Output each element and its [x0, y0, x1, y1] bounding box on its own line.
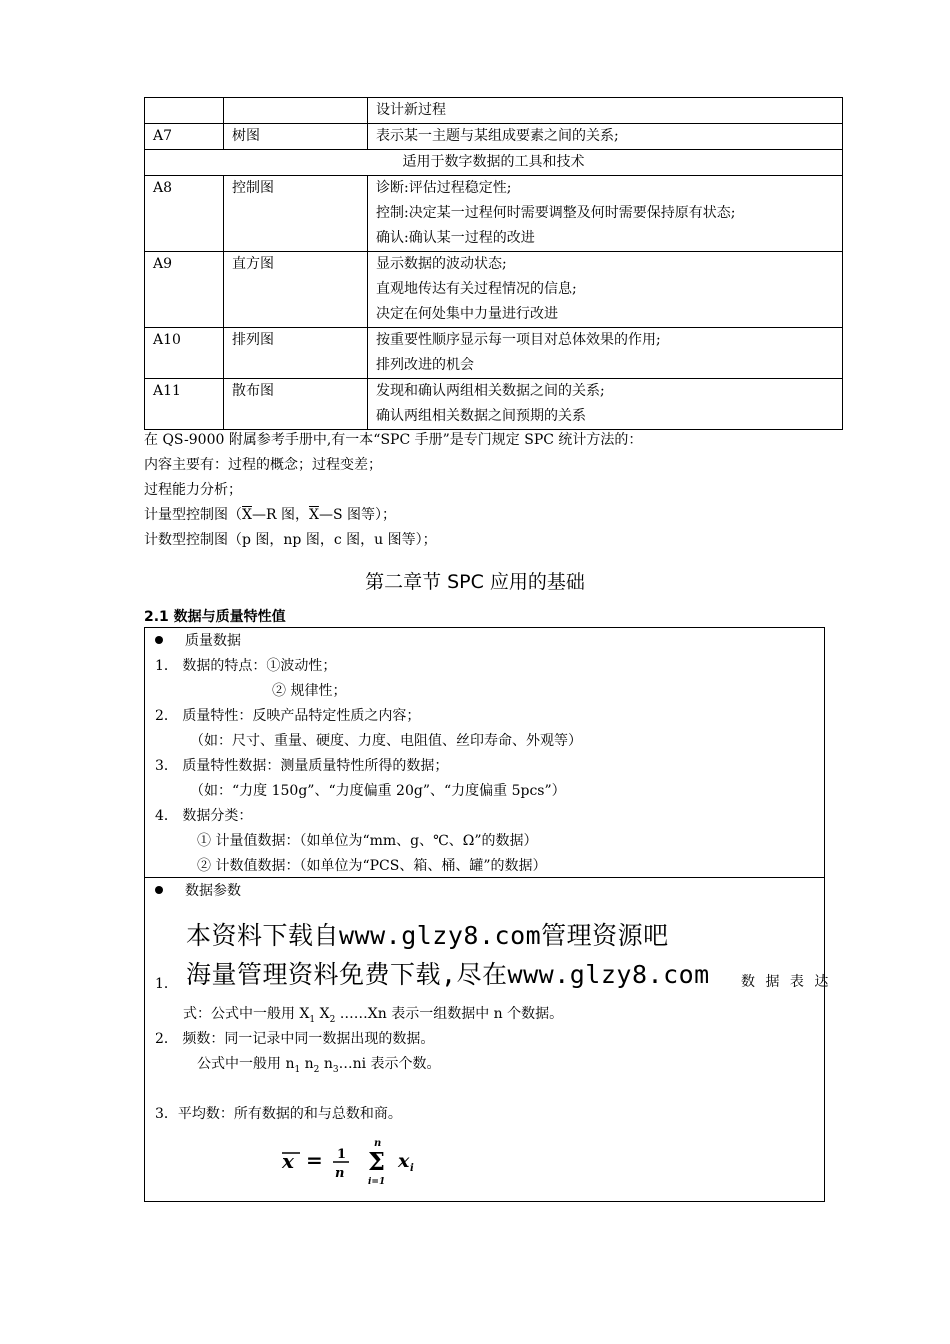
tool-name-cell: 控制图	[224, 176, 368, 252]
box2-line: 2． 频数：同一记录中同一数据出现的数据。	[155, 1031, 435, 1047]
tool-name-cell	[224, 98, 368, 124]
quality-data-heading: 质量数据	[155, 631, 241, 651]
description-line: 按重要性顺序显示每一项目对总体效果的作用;	[376, 332, 661, 348]
table-row	[145, 124, 843, 150]
description-line: 控制:决定某一过程何时需要调整及何时需要保持原有状态;	[376, 205, 736, 221]
paragraph-variable-charts: 计量型控制图（$\overline{X}—R$ 图，$\overline{X}—S$ 图等）；	[144, 507, 396, 523]
paragraph-attribute-charts: 计数型控制图（p 图，np 图，c 图，u 图等）；	[144, 532, 437, 548]
box2-line: 式：公式中一般用 $X_1$ $X_2$ ……Xn 表示一组数据中 n 个数据。	[183, 1006, 564, 1025]
tool-description-cell	[368, 252, 843, 328]
mean-formula	[278, 1140, 458, 1190]
box1-line: 4． 数据分类：	[155, 808, 253, 824]
box2-line: 公式中一般用 $n_1$ $n_2$ $n_3\dots ni$ 表示个数。	[197, 1056, 441, 1075]
description-line: 确认两组相关数据之间预期的关系	[376, 408, 586, 424]
tool-code-cell: A9	[145, 252, 224, 328]
box1-line: ② 规律性；	[272, 683, 347, 699]
formula-term-sub: i	[410, 1163, 414, 1174]
tool-name-cell: 直方图	[224, 252, 368, 328]
table-row	[145, 379, 843, 430]
formula-term: x	[398, 1150, 410, 1172]
box2-line: 3．平均数：所有数据的和与总数和商。	[155, 1106, 402, 1122]
box2-line: 数 据 表 达	[741, 974, 832, 990]
tool-description-cell	[368, 176, 843, 252]
tools-table	[144, 97, 843, 430]
tool-name-cell: 散布图	[224, 379, 368, 430]
description-line: 诊断:评估过程稳定性;	[376, 180, 512, 196]
table-row	[145, 98, 843, 124]
section-title: 2.1 数据与质量特性值	[144, 609, 286, 625]
paragraph-capability: 过程能力分析；	[144, 482, 242, 498]
box1-line: 1． 数据的特点：①波动性；	[155, 658, 337, 674]
formula-den: n	[335, 1166, 345, 1181]
description-line: 确认:确认某一过程的改进	[376, 230, 535, 246]
description-line: 发现和确认两组相关数据之间的关系;	[376, 383, 605, 399]
box1-line: ① 计量值数据：（如单位为“mm、g、℃、Ω”的数据）	[197, 833, 538, 849]
sigma-icon: Σ	[368, 1147, 385, 1176]
bullet-icon	[155, 886, 163, 894]
tool-name-cell: 排列图	[224, 328, 368, 379]
box1-line: ② 计数值数据：（如单位为“PCS、箱、桶、罐”的数据）	[197, 858, 547, 874]
table-row	[145, 176, 843, 252]
description-line: 表示某一主题与某组成要素之间的关系;	[376, 128, 619, 144]
tool-code-cell: A11	[145, 379, 224, 430]
quality-data-box	[144, 627, 825, 878]
chapter-title: 第二章节 SPC 应用的基础	[365, 571, 585, 593]
paragraph-content: 内容主要有：过程的概念；过程变差；	[144, 457, 382, 473]
box2-num: 1．	[155, 976, 178, 992]
table-section-row	[145, 150, 843, 176]
tool-description-cell	[368, 379, 843, 430]
tool-code-cell	[145, 98, 224, 124]
tool-description-cell	[368, 124, 843, 150]
section-cell: 适用于数字数据的工具和技术	[145, 150, 843, 176]
box1-line: （如：“力度 150g”、“力度偏重 20g”、“力度偏重 5pcs”）	[190, 783, 566, 799]
description-line: 决定在何处集中力量进行改进	[376, 306, 558, 322]
formula-sum-bottom: i=1	[368, 1177, 386, 1187]
tool-code-cell: A7	[145, 124, 224, 150]
formula-sum-top: n	[374, 1140, 382, 1149]
tool-name-cell: 树图	[224, 124, 368, 150]
bullet-icon	[155, 636, 163, 644]
formula-eq: =	[306, 1148, 323, 1172]
watermark-line-1: 本资料下载自www.glzy8.com管理资源吧	[186, 921, 669, 950]
watermark-line-2: 海量管理资料免费下载,尽在www.glzy8.com	[186, 960, 710, 989]
description-line: 显示数据的波动状态;	[376, 256, 507, 272]
tool-description-cell	[368, 98, 843, 124]
table-row	[145, 252, 843, 328]
description-line: 直观地传达有关过程情况的信息;	[376, 281, 577, 297]
box1-line: 2． 质量特性：反映产品特定性质之内容；	[155, 708, 421, 724]
table-row	[145, 328, 843, 379]
tool-code-cell: A10	[145, 328, 224, 379]
paragraph-spc-manual: 在 QS-9000 附属参考手册中,有一本“SPC 手册”是专门规定 SPC 统计方法的：	[144, 432, 643, 448]
tool-code-cell: A8	[145, 176, 224, 252]
data-parameters-heading: 数据参数	[155, 881, 241, 901]
tool-description-cell	[368, 328, 843, 379]
box1-line: （如：尺寸、重量、硬度、力度、电阻值、丝印寿命、外观等）	[190, 733, 582, 749]
box1-line: 3． 质量特性数据：测量质量特性所得的数据；	[155, 758, 449, 774]
formula-num: 1	[337, 1147, 347, 1162]
description-line: 设计新过程	[376, 102, 446, 118]
description-line: 排列改进的机会	[376, 357, 474, 373]
formula-lhs: x	[282, 1149, 294, 1173]
